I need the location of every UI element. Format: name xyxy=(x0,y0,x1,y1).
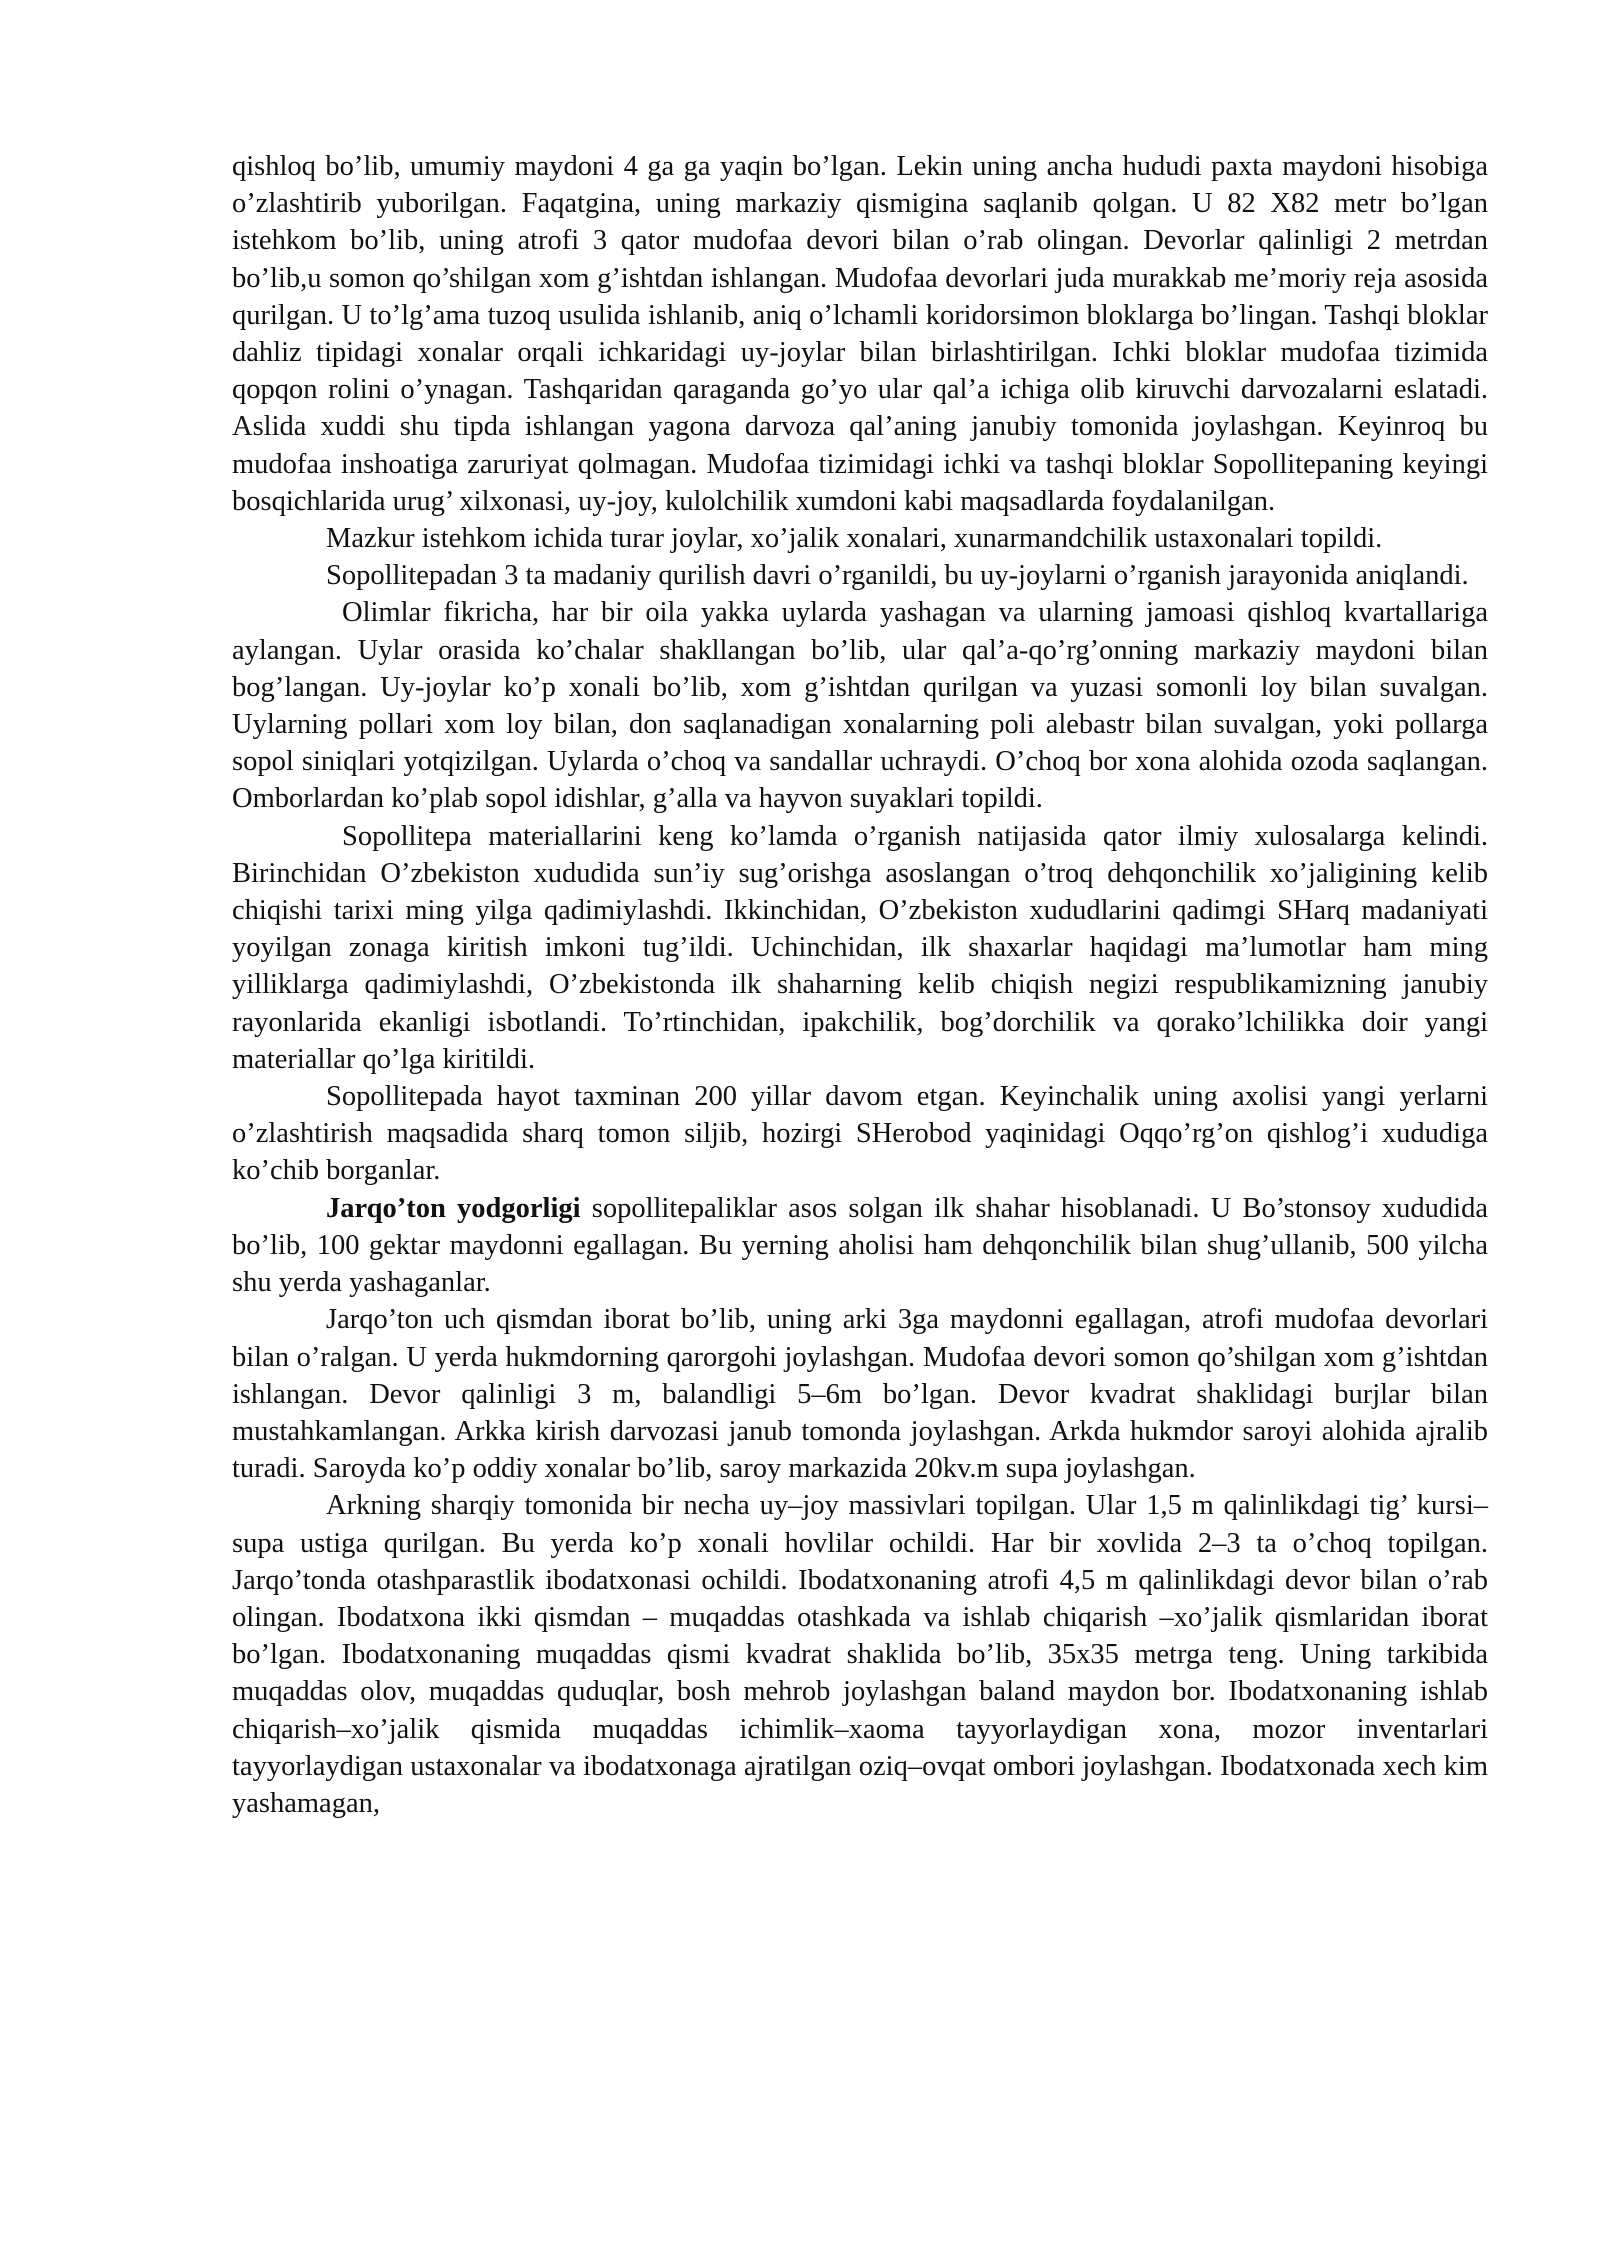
paragraph-2: Mazkur istehkom ichida turar joylar, xo’jalik xonalari, xunarmandchilik ustaxonalari topildi. xyxy=(326,523,1383,555)
paragraph-5: Sopollitepa materiallarini keng ko’lamda o’rganish natijasida qator ilmiy xulosalarga kelindi. Birinchidan O’zbekiston xududida sun’iy sug’orishga asoslangan o’troq dehqonchilik xo’jaligining kelib chiqishi tarixi ming yilga qadimiylashdi. Ikkinchidan, O’zbekiston xududlarini qadimgi SHarq madaniyati yoyilgan zonaga kiritish imkoni tug’ildi. Uchinchidan, ilk shaxarlar haqidagi ma’lumotlar ham ming yilliklarga qadimiylashdi, O’zbekistonda ilk shaharning kelib chiqish negizi respublikamizning janubiy rayonlarida ekanligi isbotlandi. To’rtinchidan, ipakchilik, bog’dorchilik va qorako’lchilikka doir yangi materiallar qo’lga kiritildi. xyxy=(232,820,1488,1075)
paragraph-9: Arkning sharqiy tomonida bir necha uy–joy massivlari topilgan. Ular 1,5 m qalinlikdagi tig’ kursi–supa ustiga qurilgan. Bu yerda ko’p xonali hovlilar ochildi. Har bir xovlida 2–3 ta o’choq topilgan. Jarqo’tonda otashparastlik ibodatxonasi ochildi. Ibodatxonaning atrofi 4,5 m qalinlikdagi devor bilan o’rab olingan. Ibodatxona ikki qismdan – muqaddas otashkada va ishlab chiqarish –xo’jalik qismlaridan iborat bo’lgan. Ibodatxonaning muqaddas qismi kvadrat shaklida bo’lib, 35x35 metrga teng. Uning tarkibida muqaddas olov, muqaddas quduqlar, bosh mehrob joylashgan baland maydon bor. Ibodatxonaning ishlab chiqarish–xo’jalik qismida muqaddas ichimlik–xaoma tayyorlaydigan xona, mozor inventarlari tayyorlaydigan ustaxonalar va ibodatxonaga ajratilgan oziq–ovqat ombori joylashgan. Ibodatxonada xech kim yashamagan, xyxy=(232,1490,1488,1819)
paragraph-6: Sopollitepada hayot taxminan 200 yillar davom etgan. Keyinchalik uning axolisi yangi yerlarni o’zlashtirish maqsadida sharq tomon siljib, hozirgi SHerobod yaqinidagi Oqqo’rg’on qishlog’i xududiga ko’chib borganlar. xyxy=(232,1081,1488,1187)
paragraph-7-text: sopollitepaliklar asos solgan ilk shahar hisoblanadi. U Bo’stonsoy xududida bo’lib, 100 gektar maydonni egallagan. Bu yerning aholisi ham dehqonchilik bilan shug’ullanib, 500 yilcha shu yerda yashaganlar. xyxy=(232,1192,1488,1299)
paragraph-1: qishloq bo’lib, umumiy maydoni 4 ga ga yaqin bo’lgan. Lekin uning ancha hududi paxta maydoni hisobiga o’zlashtirib yuborilgan. Faqatgina, uning markaziy qismigina saqlanib qolgan. U 82 X82 metr bo’lgan istehkom bo’lib, uning atrofi 3 qator mudofaa devori bilan o’rab olingan. Devorlar qalinligi 2 metrdan bo’lib,u somon qo’shilgan xom g’ishtdan ishlangan. Mudofaa devorlari juda murakkab me’moriy reja asosida qurilgan. U to’lg’ama tuzoq usulida ishlanib, aniq o’lchamli koridorsimon bloklarga bo’lingan. Tashqi bloklar dahliz tipidagi xonalar orqali ichkaridagi uy-joylar bilan birlashtirilgan. Ichki bloklar mudofaa tizimida qopqon rolini o’ynagan. Tashqaridan qaraganda go’yo ular qal’a ichiga olib kiruvchi darvozalarni eslatadi. Aslida xuddi shu tipda ishlangan yagona darvoza qal’aning janubiy tomonida joylashgan. Keyinroq bu mudofaa inshoatiga zaruriyat qolmagan. Mudofaa tizimidagi ichki va tashqi bloklar Sopollitepaning keyingi bosqichlarida urug’ xilxonasi, uy-joy, kulolchilik xumdoni kabi maqsadlarda foydalanilgan. xyxy=(232,151,1488,517)
section-heading-jarqoton: Jarqo’ton yodgorligi xyxy=(326,1192,581,1224)
document-page xyxy=(232,148,1488,1822)
paragraph-7 xyxy=(232,1190,1488,1302)
paragraph-4: Olimlar fikricha, har bir oila yakka uylarda yashagan va ularning jamoasi qishloq kvartallariga aylangan. Uylar orasida ko’chalar shakllangan bo’lib, ular qal’a-qo’rg’onning markaziy maydoni bilan bog’langan. Uy-joylar ko’p xonali bo’lib, xom g’ishtdan qurilgan va yuzasi somonli loy bilan suvalgan. Uylarning pollari xom loy bilan, don saqlanadigan xonalarning poli alebastr bilan suvalgan, yoki pollarga sopol siniqlari yotqizilgan. Uylarda o’choq va sandallar uchraydi. O’choq bor xona alohida ozoda saqlangan. Omborlardan ko’plab sopol idishlar, g’alla va hayvon suyaklari topildi. xyxy=(232,597,1488,815)
paragraph-3: Sopollitepadan 3 ta madaniy qurilish davri o’rganildi, bu uy-joylarni o’rganish jarayonida aniqlandi. xyxy=(326,560,1469,592)
paragraph-8: Jarqo’ton uch qismdan iborat bo’lib, uning arki 3ga maydonni egallagan, atrofi mudofaa devorlari bilan o’ralgan. U yerda hukmdorning qarorgohi joylashgan. Mudofaa devori somon qo’shilgan xom g’ishtdan ishlangan. Devor qalinligi 3 m, balandligi 5–6m bo’lgan. Devor kvadrat shaklidagi burjlar bilan mustahkamlangan. Arkka kirish darvozasi janub tomonda joylashgan. Arkda hukmdor saroyi alohida ajralib turadi. Saroyda ko’p oddiy xonalar bo’lib, saroy markazida 20kv.m supa joylashgan. xyxy=(232,1304,1488,1485)
